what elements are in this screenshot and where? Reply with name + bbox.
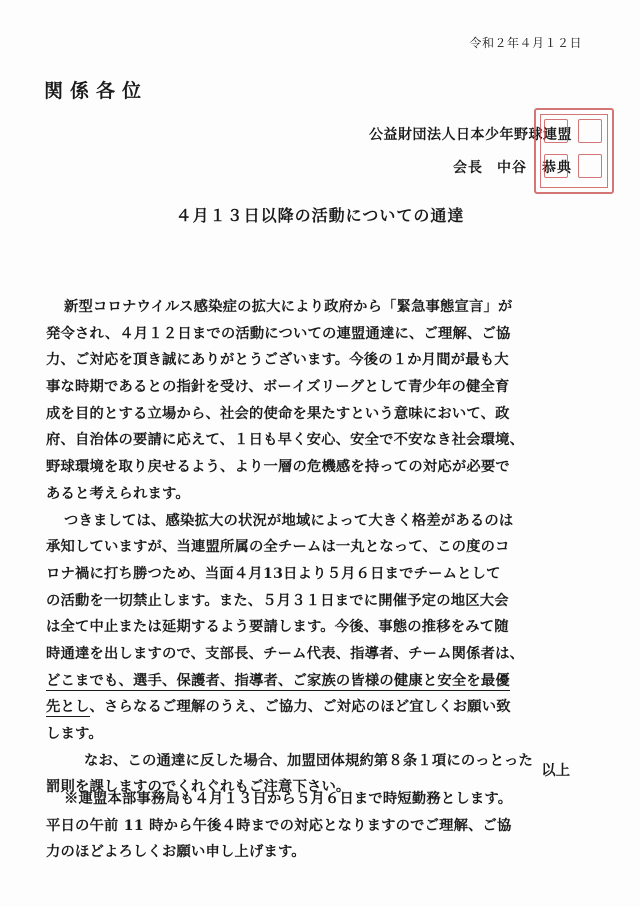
text-line [46, 668, 606, 695]
sender-organization: 公益財団法人日本少年野球連盟 [369, 127, 572, 143]
red-seal-stamp [534, 108, 614, 194]
text-line: は全て中止または延期するよう要請します。今後、事態の推移をみて随 [46, 619, 509, 636]
text-line [46, 694, 606, 721]
underlined-text: 先とし [46, 699, 90, 716]
seal-glyph [578, 119, 602, 143]
text-line: ロナ禍に打ち勝つため、当面４月13日より５月６日までチームとして [46, 565, 501, 582]
closing-mark: 以上 [541, 763, 570, 779]
seal-glyph [544, 154, 568, 178]
addressee: 関係各位 [44, 80, 149, 102]
text-line: つきましては、感染拡大の状況が地域によって大きく格差があるのは [64, 512, 514, 529]
text-line: 発令され、４月１２日までの活動についての連盟通達に、ご理解、ご協 [46, 325, 511, 342]
text-line: 力、ご対応を頂き誠にありがとうございます。今後の１か月間が最も大 [46, 352, 509, 369]
text-line: なお、この通達に反した場合、加盟団体規約第８条１項にのっとった [84, 752, 533, 769]
seal-glyph [544, 119, 568, 143]
text-line: 新型コロナウイルス感染症の拡大により政府から「緊急事態宣言」が [64, 299, 513, 315]
seal-glyph [578, 154, 602, 178]
text-line: あると考えられます。 [46, 485, 190, 502]
paragraph-1 [46, 294, 606, 508]
text-line: 平日の午前 11 時から午後４時までの対応となりますのでご理解、ご協 [46, 817, 512, 834]
paragraph-2 [46, 508, 606, 748]
text-line: の活動を一切禁止します。また、５月３１日までに開催予定の地区大会 [46, 592, 509, 609]
text-line: 事な時期であるとの指針を受け、ボーイズリーグとして青少年の健全育 [46, 379, 510, 396]
text-line: 時通達を出しますので、支部長、チーム代表、指導者、チーム関係者は、 [46, 645, 525, 662]
notice-title: ４月１３日以降の活動についての通達 [175, 206, 465, 225]
text-line: ※連盟本部事務局も４月１３日から５月６日まで時短勤務とします。 [64, 791, 513, 807]
sender-name: 中谷 恭典 [497, 160, 572, 176]
text-line: 力のほどよろしくお願い申し上げます。 [46, 844, 306, 861]
text-line: 承知していますが、当連盟所属の全チームは一丸となって、この度のコ [46, 539, 510, 556]
text-span: 、さらなるご理解のうえ、ご協力、ご対応のほど宜しくお願い致 [89, 699, 511, 716]
document-date: 令和２年４月１２日 [469, 36, 582, 50]
sender-position: 会長 [453, 160, 483, 176]
underlined-text: どこまでも、選手、保護者、指導者、ご家族の皆様の健康と安全を最優 [46, 672, 510, 689]
text-line: 府、自治体の要請に応えて、１日も早く安心、安全で不安なき社会環境、 [46, 432, 525, 449]
text-line: します。 [46, 726, 103, 742]
text-line: 罰則を課しますのでくれぐれもご注意下さい。 [46, 779, 351, 796]
text-line: 成を目的とする立場から、社会的使命を果たすという意味において、政 [46, 405, 510, 422]
text-line: 野球環境を取り戻せるよう、より一層の危機感を持っての対応が必要で [46, 459, 510, 476]
office-notice [46, 786, 606, 866]
notice-body [46, 294, 606, 801]
